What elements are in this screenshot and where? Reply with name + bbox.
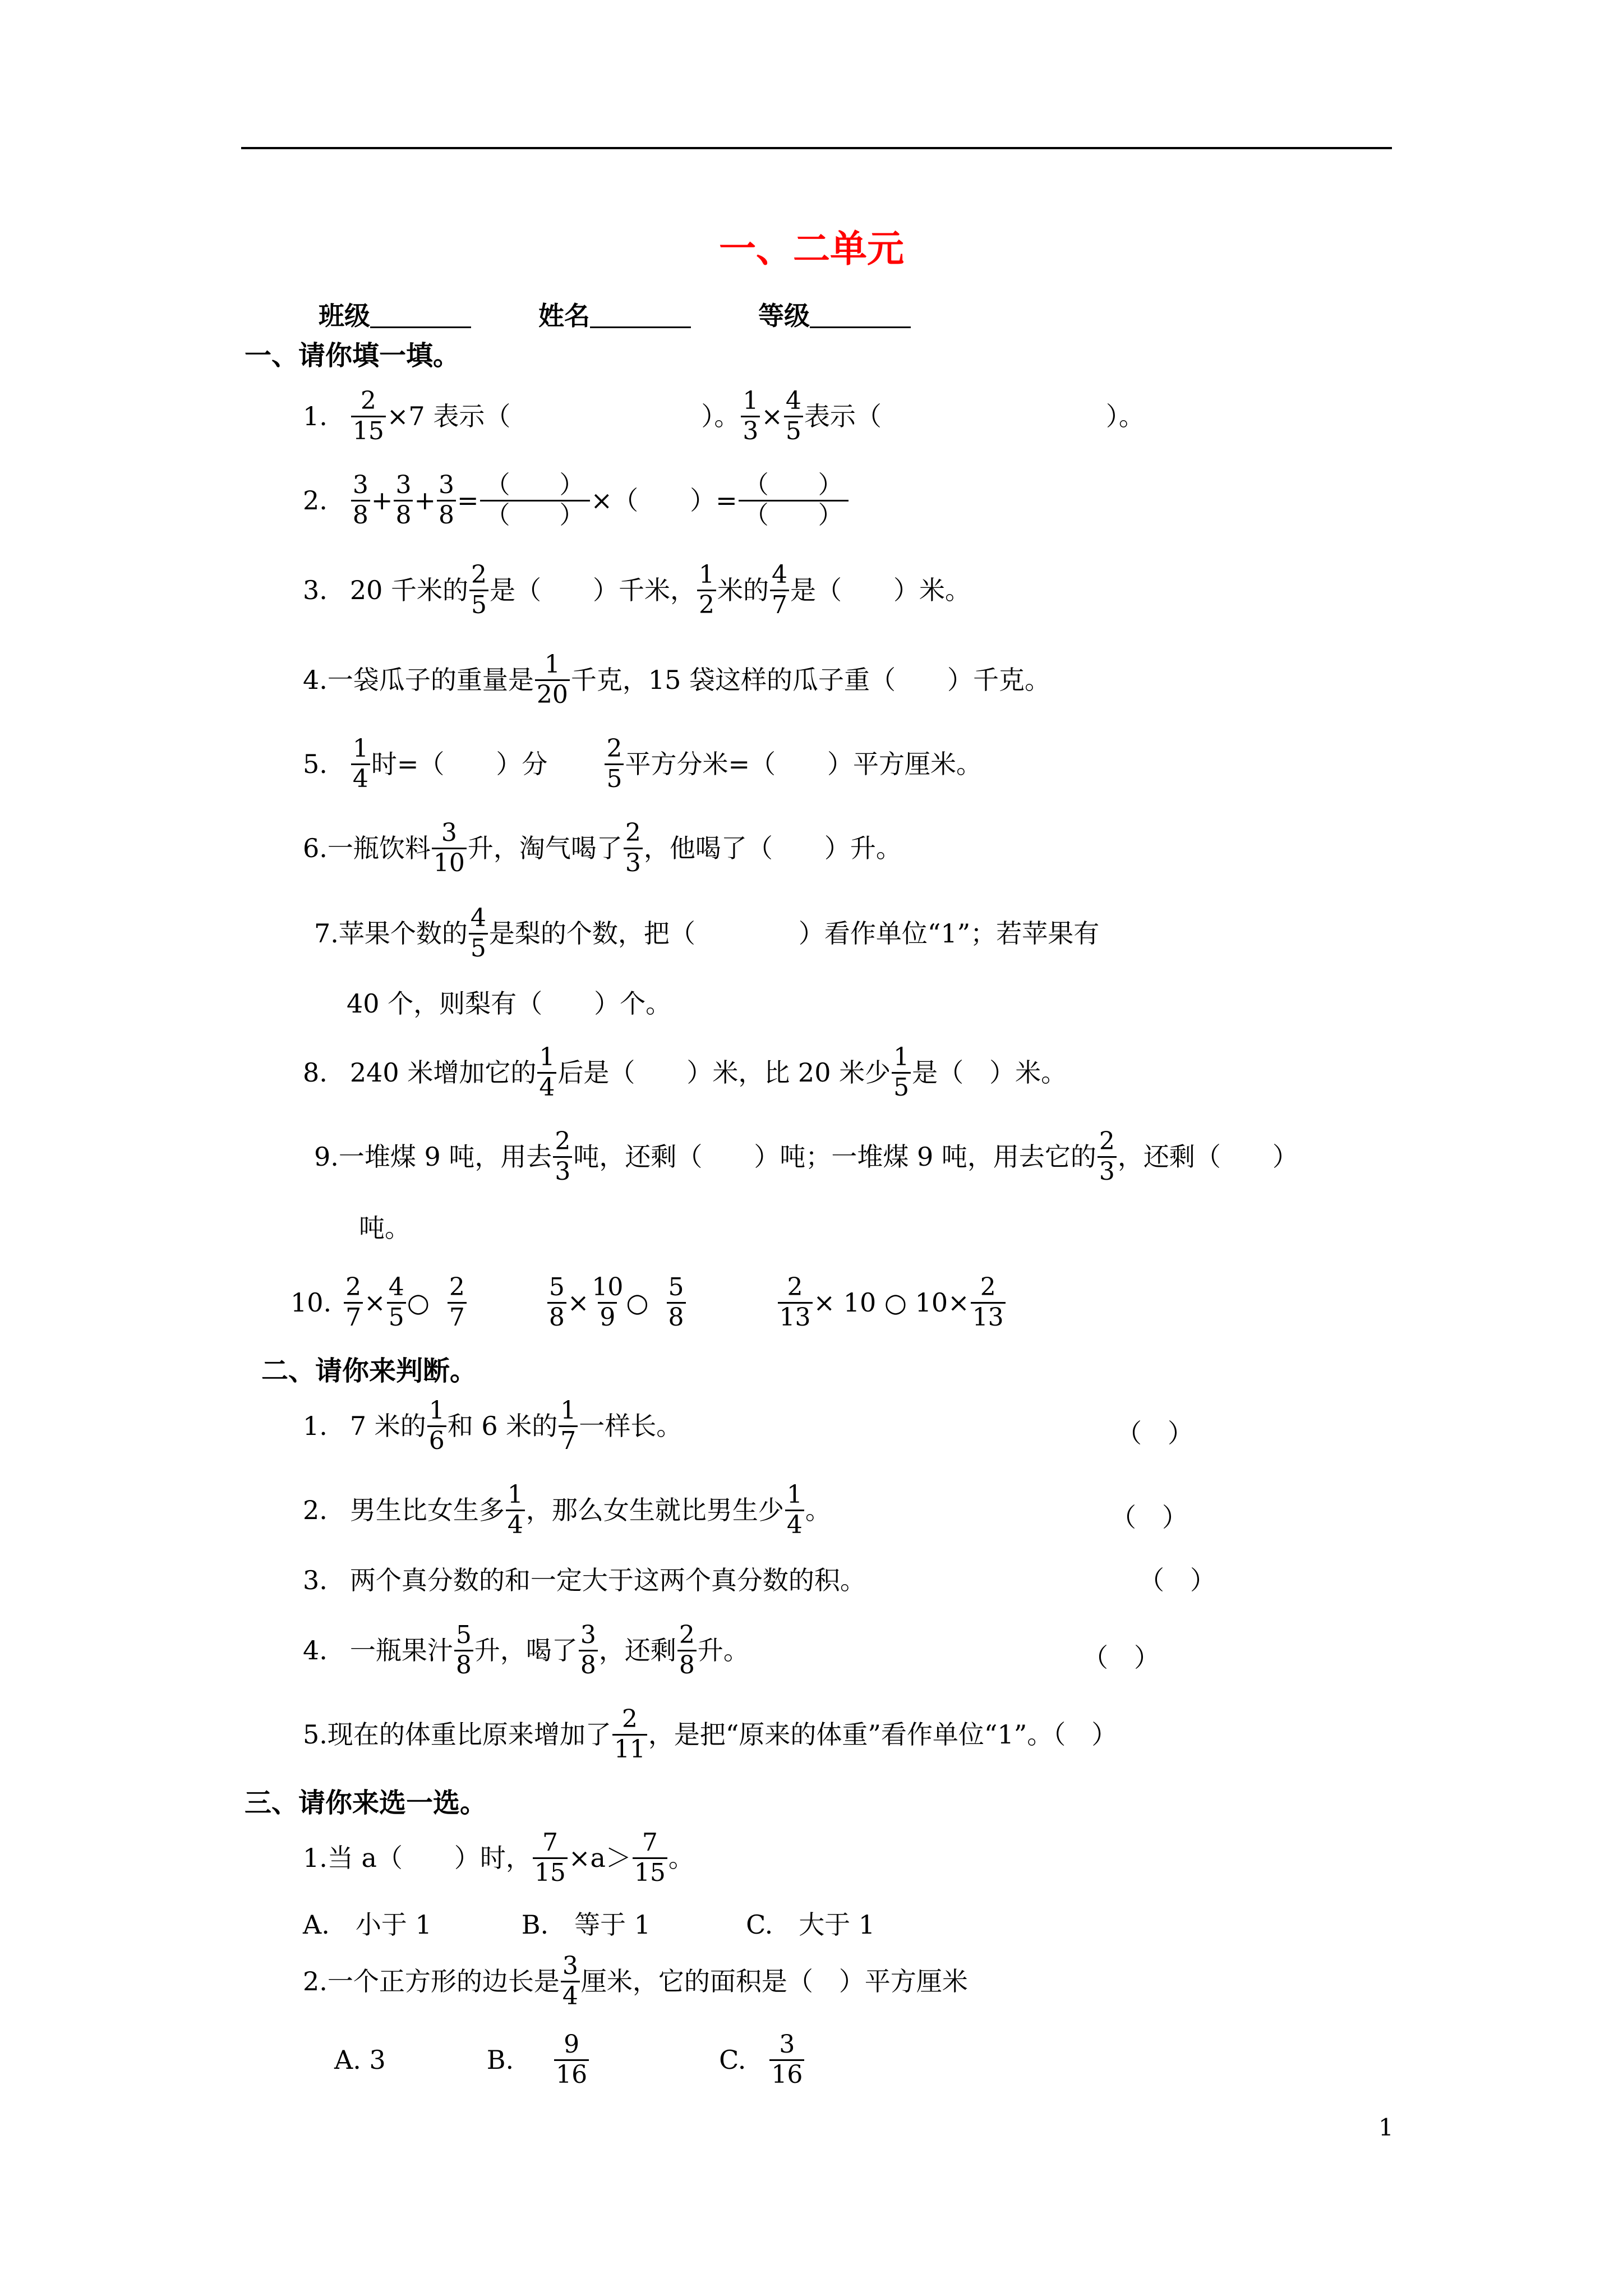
option-a[interactable]: A. 3 (334, 2045, 386, 2076)
fraction: $\frac{1}{4}$ (351, 735, 370, 793)
fraction: $\frac{3}{4}$ (561, 1952, 580, 2010)
fraction: $\frac{1}{3}$ (741, 387, 760, 445)
question-1-3 (303, 561, 971, 619)
fraction: $\frac{3}{8}$ (351, 471, 370, 530)
q-text: 平方分米=（ ）平方厘米。 (625, 749, 982, 780)
fraction: $\frac{7}{15}$ (633, 1829, 667, 1887)
fraction: $\frac{1}{2}$ (697, 561, 716, 619)
q-text: 升，喝了 (474, 1635, 578, 1666)
fraction: $\frac{4}{5}$ (784, 387, 803, 445)
judge-2-answer[interactable]: （ ） (1110, 1502, 1188, 1533)
q-text: 升，淘气喝了 (467, 833, 623, 864)
q-text: 5.现在的体重比原来增加了 (303, 1719, 611, 1750)
fraction: $\frac{7}{15}$ (533, 1829, 568, 1887)
q-number: 1. (303, 401, 328, 432)
q-text: 时=（ ）分 (371, 749, 548, 780)
plus-sign: + (371, 485, 393, 516)
times-sign: × (364, 1287, 386, 1318)
fraction: $\frac{5}{8}$ (454, 1621, 473, 1680)
class-blank[interactable] (370, 304, 471, 328)
fraction: $\frac{10}{9}$ (592, 1273, 624, 1332)
page-title: 一、二单元 (719, 227, 904, 270)
option-c[interactable]: C. (719, 2045, 746, 2076)
q-text: ×（ ）= (591, 485, 737, 516)
question-1-6 (303, 819, 902, 877)
q-number: 3. (303, 1565, 328, 1595)
judge-4 (303, 1621, 749, 1680)
section-3-heading: 三、请你来选一选。 (245, 1787, 487, 1819)
fraction: $\frac{1}{6}$ (427, 1397, 446, 1455)
compare-circle[interactable]: ○ (626, 1287, 649, 1318)
q-text: 是（ ）米。 (790, 575, 971, 606)
fraction: $\frac{2}{5}$ (605, 735, 624, 793)
q-text: 吨，还剩（ ）吨；一堆煤 9 吨，用去它的 (573, 1142, 1096, 1172)
fraction: $\frac{2}{13}$ (778, 1273, 813, 1332)
choice-1 (303, 1829, 694, 1887)
q-text: × (761, 401, 783, 432)
grade-blank[interactable] (810, 304, 911, 328)
fraction: $\frac{2}{8}$ (677, 1621, 697, 1680)
q-text: 是（ ）千米， (490, 575, 697, 606)
q-text: 两个真分数的和一定大于这两个真分数的积。 (349, 1565, 866, 1595)
q-text: ，那么女生就比男生少 (525, 1495, 784, 1526)
q-text: × 10 ○ 10× (813, 1287, 970, 1318)
question-1-5 (303, 735, 982, 793)
q-number: 2. (303, 485, 328, 516)
judge-3-answer[interactable]: （ ） (1138, 1565, 1216, 1595)
q-number: 5. (303, 749, 328, 780)
fraction: $\frac{1}{20}$ (535, 651, 570, 709)
q-text: 和 6 米的 (447, 1411, 558, 1442)
fraction: $\frac{3}{16}$ (769, 2031, 804, 2089)
q-text: ，他喝了（ ）升。 (643, 833, 902, 864)
q-text: 。 (668, 1843, 694, 1874)
q-text: 千克，15 袋这样的瓜子重（ ）千克。 (570, 665, 1051, 696)
q-text: 男生比女生多 (349, 1495, 505, 1526)
fraction: $\frac{2}{7}$ (448, 1273, 467, 1332)
judge-1-answer[interactable]: （ ） (1116, 1418, 1193, 1448)
fraction: $\frac{2}{5}$ (469, 561, 488, 619)
question-1-10 (291, 1273, 1007, 1332)
q-text: ）。 (701, 401, 740, 432)
fraction: $\frac{1}{5}$ (892, 1043, 911, 1102)
choice-2 (303, 1952, 968, 2010)
grade-label: 等级 (758, 301, 810, 331)
q-number: 2. (303, 1495, 328, 1526)
fraction: $\frac{2}{7}$ (344, 1273, 363, 1332)
q-text: 一瓶果汁 (349, 1635, 453, 1666)
fraction: $\frac{2}{3}$ (1098, 1128, 1117, 1186)
question-1-7-cont: 40 个，则梨有（ ）个。 (347, 988, 672, 1019)
fraction: $\frac{4}{5}$ (387, 1273, 406, 1332)
question-1-2 (303, 471, 850, 530)
q-number: 1. (303, 1411, 328, 1442)
q-text: 20 千米的 (349, 575, 469, 606)
fraction-blank[interactable]: $\frac{( )}{( )}$ (739, 471, 849, 530)
section-2-heading: 二、请你来判断。 (261, 1355, 477, 1387)
q-text: 2.一个正方形的边长是 (303, 1966, 560, 1997)
choice-1-options (303, 1912, 875, 1938)
times-sign: × (567, 1287, 589, 1318)
q-number: 8. (303, 1057, 328, 1088)
name-blank[interactable] (590, 304, 691, 328)
fraction: $\frac{2}{11}$ (612, 1705, 647, 1764)
q-text: ，还剩 (598, 1635, 676, 1666)
q-text: 是梨的个数，把（ ）看作单位“1”；若苹果有 (488, 918, 1100, 949)
judge-4-answer[interactable]: （ ） (1082, 1642, 1160, 1673)
q-text: 升。 (697, 1635, 749, 1666)
question-1-9 (314, 1128, 1298, 1186)
fraction: $\frac{1}{4}$ (506, 1481, 525, 1539)
q-text: 9.一堆煤 9 吨，用去 (314, 1142, 552, 1172)
compare-circle[interactable]: ○ (407, 1287, 430, 1318)
judge-2 (303, 1481, 831, 1539)
plus-sign: + (414, 485, 436, 516)
q-text: 是（ ）米。 (912, 1057, 1067, 1088)
q-number: 4. (303, 1635, 328, 1666)
q-text: 。 (805, 1495, 831, 1526)
q-text: ）。 (1105, 401, 1145, 432)
fraction: $\frac{5}{8}$ (667, 1273, 686, 1332)
page-number: 1 (1378, 2114, 1394, 2141)
student-info (319, 303, 978, 329)
fraction-blank[interactable]: $\frac{( )}{( )}$ (480, 471, 590, 530)
fraction: $\frac{1}{4}$ (537, 1043, 556, 1102)
q-text: 1.当 a（ ）时， (303, 1843, 532, 1874)
q-text: ，还剩（ ） (1117, 1142, 1298, 1172)
fraction: $\frac{3}{8}$ (579, 1621, 598, 1680)
q-text: 7 米的 (349, 1411, 426, 1442)
q-text: 厘米，它的面积是（ ）平方厘米 (580, 1966, 968, 1997)
fraction: $\frac{9}{16}$ (554, 2031, 589, 2089)
option-b[interactable]: B. (486, 2045, 514, 2076)
question-1-8 (303, 1043, 1067, 1102)
q-text: 240 米增加它的 (349, 1057, 537, 1088)
fraction: $\frac{5}{8}$ (547, 1273, 566, 1332)
judge-5 (303, 1705, 1117, 1764)
q-number: 10. (291, 1287, 332, 1318)
judge-3 (303, 1567, 866, 1593)
fraction: $\frac{3}{8}$ (394, 471, 413, 530)
question-1-9-cont: 吨。 (359, 1213, 411, 1243)
q-text: 表示（ (804, 401, 882, 432)
option-a[interactable]: A. 小于 1 (303, 1910, 432, 1940)
question-1-1 (303, 387, 1145, 445)
fraction: $\frac{2}{13}$ (971, 1273, 1006, 1332)
option-c[interactable]: C. 大于 1 (746, 1910, 875, 1940)
fraction: $\frac{2}{3}$ (624, 819, 643, 877)
fraction: $\frac{2}{15}$ (351, 387, 386, 445)
q-text: 一样长。 (579, 1411, 683, 1442)
q-text: 7.苹果个数的 (314, 918, 468, 949)
q-text: ×a＞ (568, 1843, 631, 1874)
fraction: $\frac{4}{5}$ (469, 904, 488, 963)
choice-2-options (334, 2031, 805, 2089)
class-label: 班级 (319, 301, 370, 331)
q-text: 后是（ ）米，比 20 米少 (557, 1057, 891, 1088)
header-rule (241, 147, 1392, 149)
fraction: $\frac{3}{10}$ (432, 819, 467, 877)
section-1-heading: 一、请你填一填。 (245, 340, 460, 371)
q-number: 3. (303, 575, 328, 606)
q-text: 米的 (717, 575, 769, 606)
fraction: $\frac{1}{7}$ (559, 1397, 578, 1455)
fraction: $\frac{2}{3}$ (553, 1128, 572, 1186)
option-b[interactable]: B. 等于 1 (521, 1910, 651, 1940)
q-text: 4.一袋瓜子的重量是 (303, 665, 534, 696)
question-1-4 (303, 651, 1050, 709)
judge-1 (303, 1397, 682, 1455)
question-1-7 (314, 904, 1099, 963)
name-label: 姓名 (538, 301, 590, 331)
q-text: 6.一瓶饮料 (303, 833, 431, 864)
fraction: $\frac{3}{8}$ (437, 471, 456, 530)
q-text: ×7 表示（ (386, 401, 511, 432)
equals-sign: = (457, 485, 479, 516)
fraction: $\frac{1}{4}$ (785, 1481, 804, 1539)
q-text: ，是把“原来的体重”看作单位“1”。（ ） (648, 1719, 1118, 1750)
fraction: $\frac{4}{7}$ (770, 561, 789, 619)
